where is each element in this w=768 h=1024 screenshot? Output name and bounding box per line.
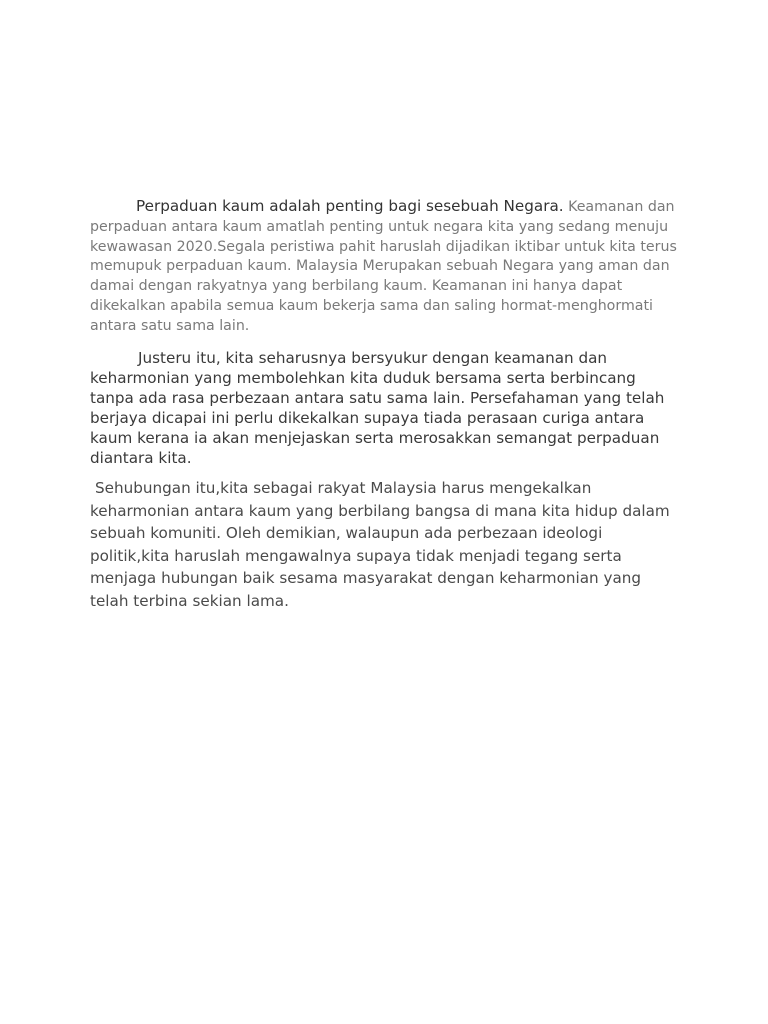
paragraph-1 <box>90 197 680 337</box>
paragraph-2-text: Justeru itu, kita seharusnya bersyukur dengan keamanan dan keharmonian yang membolehkan kita duduk bersama serta berbincang tanpa ada rasa perbezaan antara satu sama lain. Persefahaman yang telah berjaya dicapai ini perlu dikekalkan supaya tiada perasaan curiga antara kaum kerana ia akan menjejaskan serta merosakkan semangat perpaduan diantara kita. <box>90 349 665 467</box>
paragraph-1-lead-sentence: Perpaduan kaum adalah penting bagi sesebuah Negara. <box>136 197 564 215</box>
paragraph-3-text: Sehubungan itu,kita sebagai rakyat Malaysia harus mengekalkan keharmonian antara kaum yang berbilang bangsa di mana kita hidup dalam sebuah komuniti. Oleh demikian, walaupun ada perbezaan ideologi politik,kita haruslah mengawalnya supaya tidak menjadi tegang serta menjaga hubungan baik sesama masyarakat dengan keharmonian yang telah terbina sekian lama. <box>90 479 670 610</box>
paragraph-1-body: Keamanan dan perpaduan antara kaum amatlah penting untuk negara kita yang sedang menuju kewawasan 2020.Segala peristiwa pahit haruslah dijadikan iktibar untuk kita terus memupuk perpaduan kaum. Malaysia Merupakan sebuah Negara yang aman dan damai dengan rakyatnya yang berbilang kaum. Keamanan ini hanya dapat dikekalkan apabila semua kaum bekerja sama dan saling hormat-menghormati antara satu sama lain. <box>90 199 677 334</box>
paragraph-3 <box>90 477 680 612</box>
paragraph-2 <box>90 348 680 468</box>
